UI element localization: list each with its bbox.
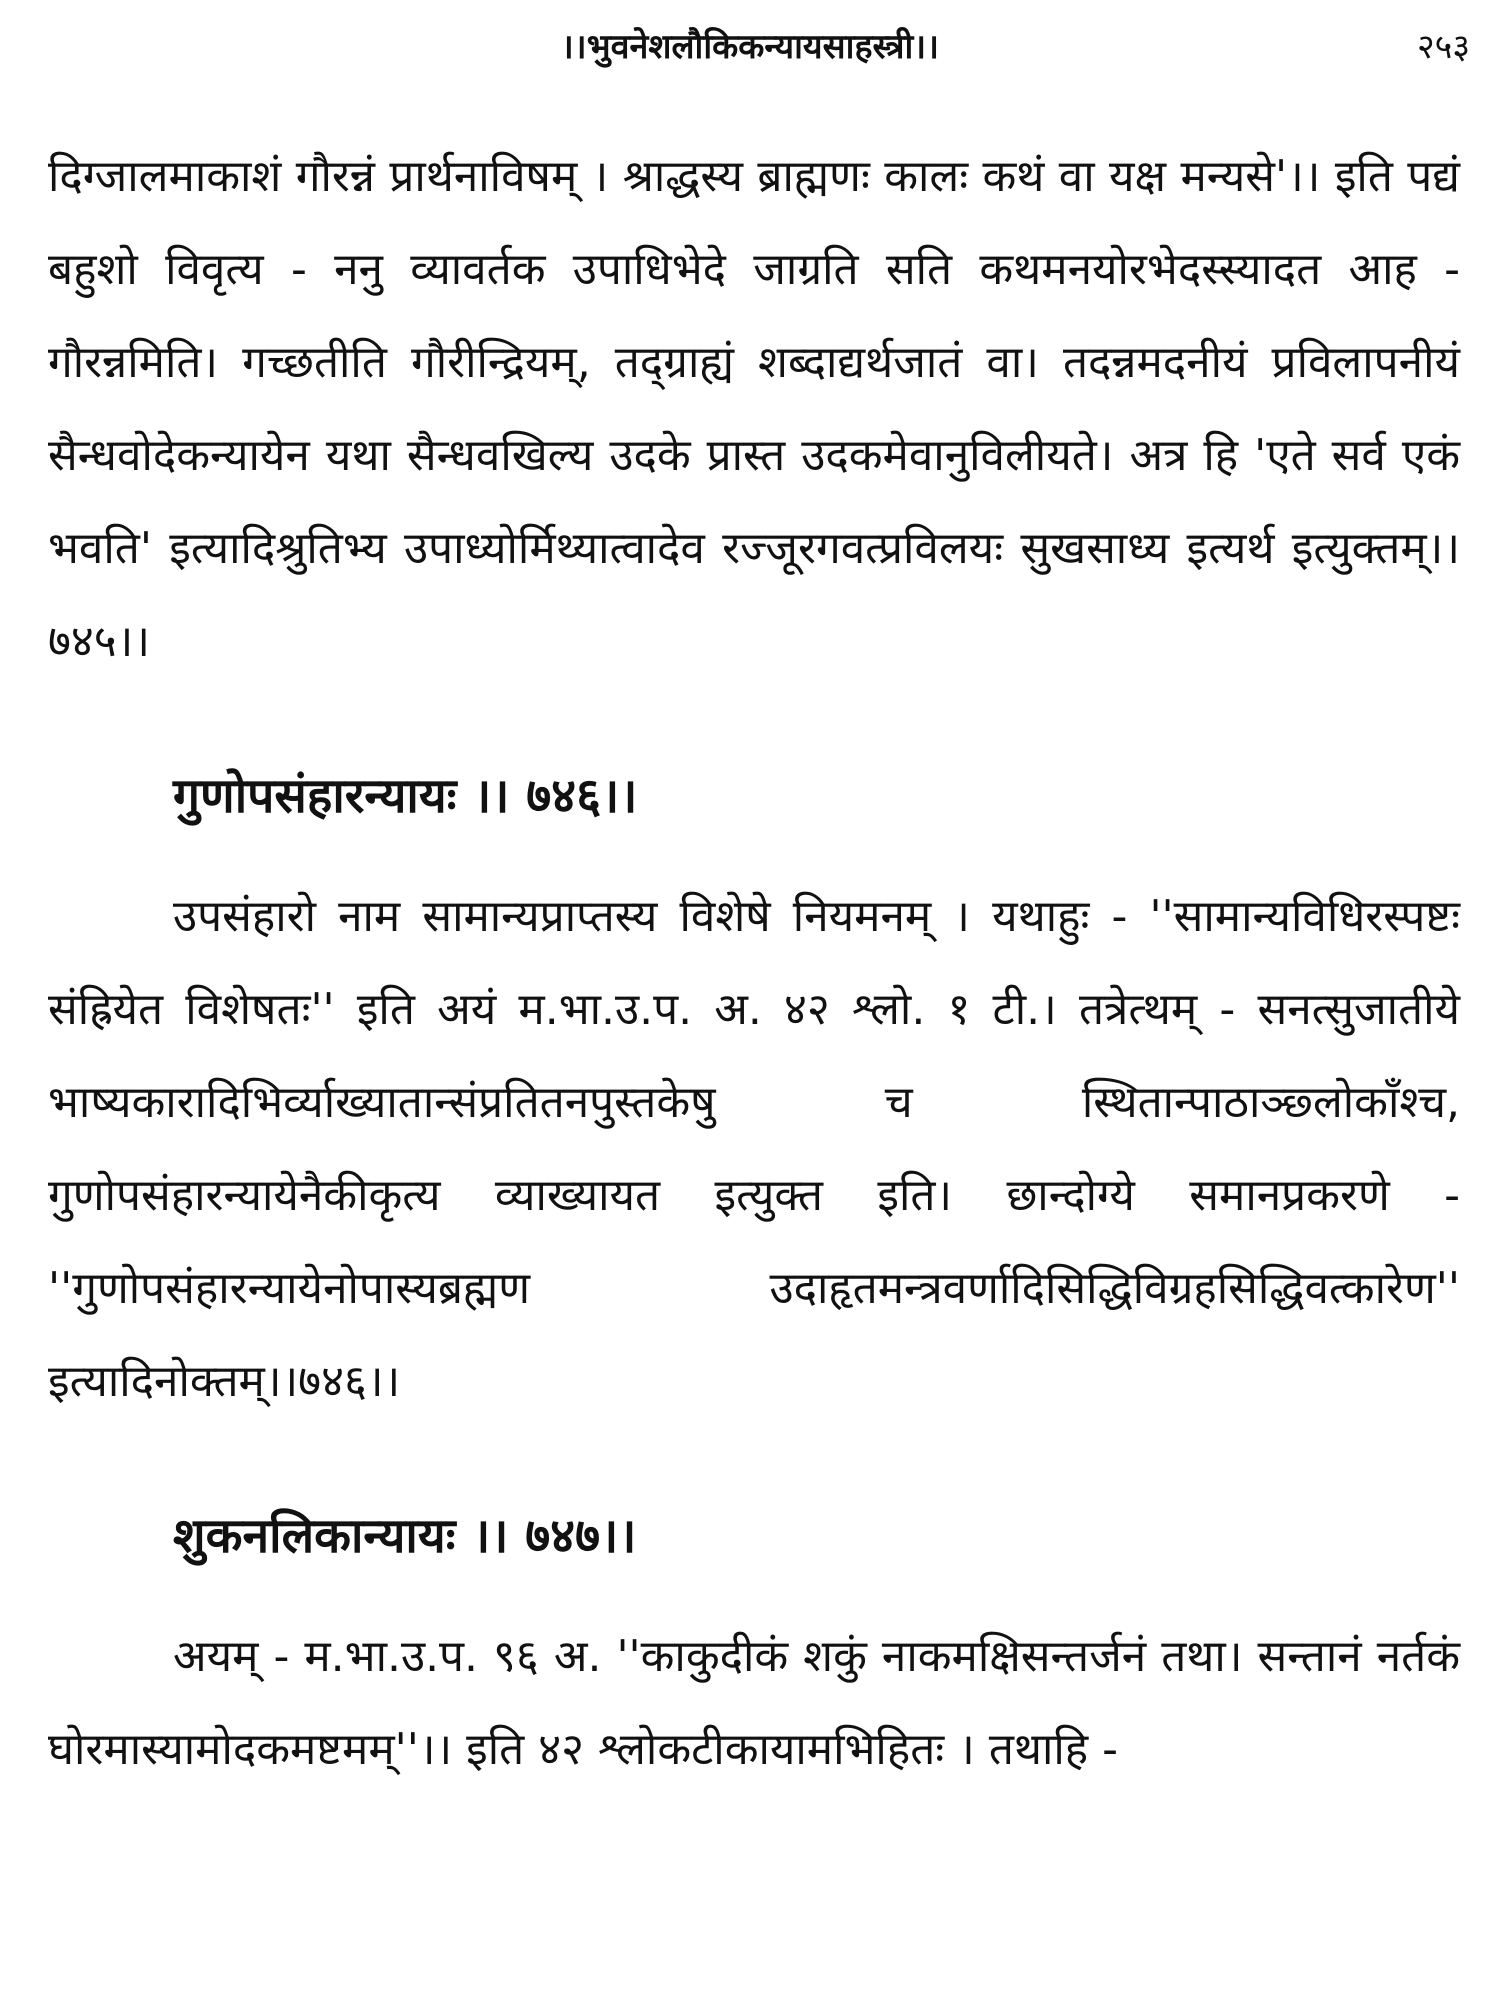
spacer bbox=[48, 1428, 1460, 1486]
paragraph-746: उपसंहारो नाम सामान्यप्राप्तस्य विशेषे नियमनम् । यथाहुः - ''सामान्यविधिरस्पष्टः संह्रियेत विशेषतः'' इति अयं म.भा.उ.प. अ. ४२ श्लो. १ टी.। तत्रेत्थम् - सनत्सुजातीये भाष्यकारादिभिर्व्याख्यातान्संप्रतितनपुस्तकेषु च स्थितान्पाठाञ्छ्लोकाँश्च, गुणोपसंहारन्यायेनैकीकृत्य व्याख्यायत इत्युक्त इति। छान्दोग्ये समानप्रकरणे - ''गुणोपसंहारन्यायेनोपास्यब्रह्मण उदाहृतमन्त्रवर्णादिसिद्धिविग्रहसिद्धिवत्कारेण'' इत्यादिनोक्तम्।।७४६।। bbox=[48, 891, 1460, 1407]
page-number: २५३ bbox=[1416, 27, 1470, 67]
page-header bbox=[0, 22, 1500, 82]
running-title: ।।भुवनेशलौकिकन्यायसाहस्त्री।। bbox=[560, 27, 940, 67]
paragraph-747: अयम् - म.भा.उ.प. ९६ अ. ''काकुदीकं शकुं नाकमक्षिसन्तर्जनं तथा। सन्तानं नर्तकं घोरमास्यामोदकमष्टमम्''।। इति ४२ श्लोकटीकायामभिहितः । तथाहि - bbox=[48, 1631, 1460, 1775]
section-heading-747: शुकनलिकान्यायः ।। ७४७।। bbox=[173, 1508, 637, 1564]
spacer bbox=[48, 1586, 1460, 1610]
paragraph-745-end: दिग्जालमाकाशं गौरन्नं प्रार्थनाविषम् । श्राद्धस्य ब्राह्मणः कालः कथं वा यक्ष मन्यसे'।। इति पद्यं बहुशो विवृत्य - ननु व्यावर्तक उपाधिभेदे जाग्रति सति कथमनयोरभेदस्स्यादत आह - गौरन्नमिति। गच्छतीति गौरीन्द्रियम्, तद्ग्राह्यं शब्दाद्यर्थजातं वा। तदन्नमदनीयं प्रविलापनीयं सैन्धवोदेकन्यायेन यथा सैन्धवखिल्य उदके प्रास्त उदकमेवानुविलीयते। अत्र हि 'एते सर्व एकं भवति' इत्यादिश्रुतिभ्य उपाध्योर्मिथ्यात्वादेव रज्जूरगवत्प्रविलयः सुखसाध्य इत्यर्थ इत्युक्तम्।। ७४५।। bbox=[48, 151, 1460, 667]
spacer bbox=[48, 688, 1460, 746]
section-heading-746: गुणोपसंहारन्यायः ।। ७४६।। bbox=[173, 768, 638, 824]
spacer bbox=[48, 846, 1460, 870]
page-body bbox=[48, 130, 1460, 1796]
